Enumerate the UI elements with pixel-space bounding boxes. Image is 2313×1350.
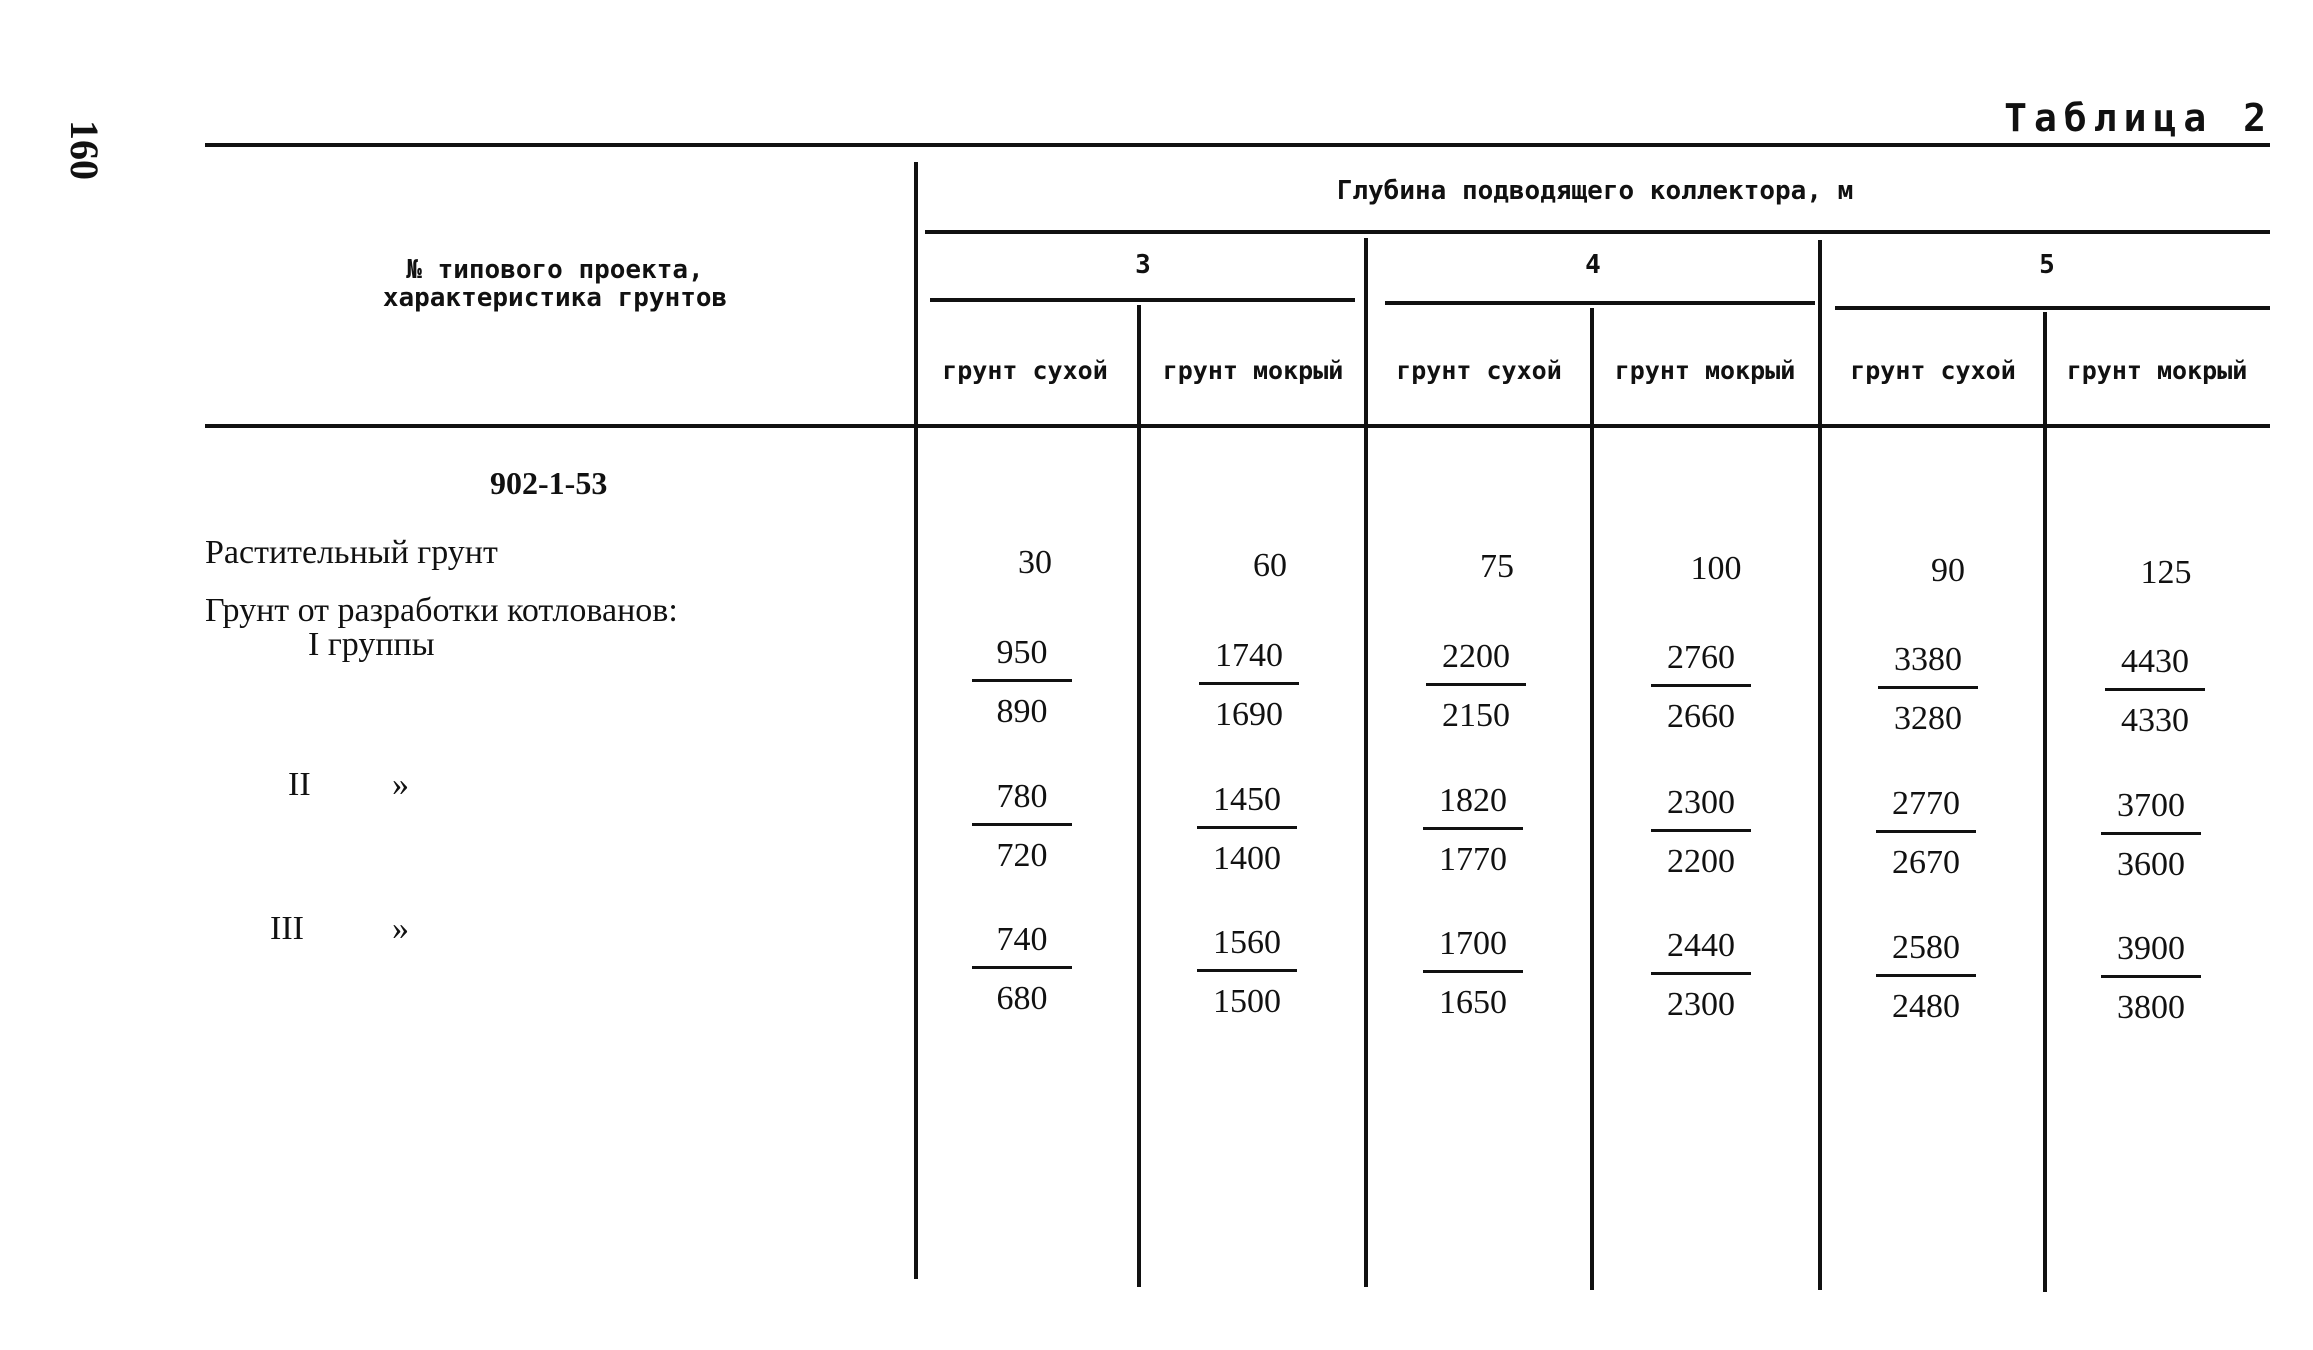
fraction-bar bbox=[972, 966, 1072, 969]
page-number: 160 bbox=[62, 120, 107, 180]
fraction-bar bbox=[1651, 684, 1751, 687]
fraction-numerator: 1740 bbox=[1215, 637, 1283, 674]
sub-column-header: грунт сухой bbox=[1396, 356, 1562, 385]
fraction-denominator: 2480 bbox=[1892, 988, 1960, 1025]
fraction-bar bbox=[2101, 832, 2201, 835]
table-cell: 60 bbox=[1253, 547, 1287, 584]
top-rule bbox=[205, 143, 2270, 147]
fraction-cell bbox=[1187, 780, 1307, 879]
fraction-cell bbox=[962, 777, 1082, 876]
row-label: Растительный грунт bbox=[205, 534, 498, 571]
fraction-denominator: 1650 bbox=[1439, 984, 1507, 1021]
table-title: Таблица 2 bbox=[2004, 96, 2273, 140]
fraction-bar bbox=[1878, 686, 1978, 689]
row-label: I группы bbox=[308, 626, 435, 663]
table-cell: 125 bbox=[2140, 554, 2192, 591]
fraction-numerator: 3380 bbox=[1894, 641, 1962, 678]
fraction-denominator: 3800 bbox=[2117, 989, 2185, 1026]
fraction-numerator: 3900 bbox=[2117, 930, 2185, 967]
fraction-bar bbox=[1651, 829, 1751, 832]
fraction-cell bbox=[1641, 638, 1761, 737]
fraction-denominator: 2150 bbox=[1442, 697, 1510, 734]
fraction-bar bbox=[1876, 974, 1976, 977]
column-divider-main bbox=[914, 162, 918, 1279]
fraction-cell bbox=[1187, 923, 1307, 1022]
row-label: Грунт от разработки котлованов: bbox=[205, 592, 678, 629]
fraction-denominator: 4330 bbox=[2121, 702, 2189, 739]
fraction-bar bbox=[972, 823, 1072, 826]
column-divider-depth-4 bbox=[1364, 238, 1368, 1287]
fraction-bar bbox=[1423, 970, 1523, 973]
fraction-cell bbox=[2091, 929, 2211, 1028]
fraction-denominator: 2670 bbox=[1892, 844, 1960, 881]
column-divider-1 bbox=[1137, 305, 1141, 1287]
ditto-mark: » bbox=[392, 766, 409, 803]
span-header-rule bbox=[925, 230, 2270, 234]
depth-3-rule bbox=[930, 298, 1355, 302]
fraction-bar bbox=[1426, 683, 1526, 686]
fraction-bar bbox=[972, 679, 1072, 682]
sub-column-header: грунт мокрый bbox=[1162, 356, 1344, 385]
fraction-numerator: 2760 bbox=[1667, 639, 1735, 676]
depth-header-5: 5 bbox=[2039, 250, 2055, 280]
fraction-denominator: 2660 bbox=[1667, 698, 1735, 735]
depth-header-3: 3 bbox=[1135, 250, 1151, 280]
row-label: III bbox=[270, 910, 304, 947]
fraction-cell bbox=[1866, 928, 1986, 1027]
fraction-denominator: 890 bbox=[996, 693, 1048, 730]
fraction-bar bbox=[1651, 972, 1751, 975]
fraction-numerator: 2200 bbox=[1442, 638, 1510, 675]
fraction-bar bbox=[1199, 682, 1299, 685]
fraction-cell bbox=[1866, 784, 1986, 883]
fraction-numerator: 4430 bbox=[2121, 643, 2189, 680]
table-cell: 75 bbox=[1480, 548, 1514, 585]
fraction-numerator: 3700 bbox=[2117, 787, 2185, 824]
fraction-bar bbox=[1197, 969, 1297, 972]
fraction-denominator: 3280 bbox=[1894, 700, 1962, 737]
fraction-bar bbox=[1876, 830, 1976, 833]
fraction-bar bbox=[2101, 975, 2201, 978]
fraction-numerator: 1560 bbox=[1213, 924, 1281, 961]
fraction-numerator: 2300 bbox=[1667, 784, 1735, 821]
row-header-line: № типового проекта, bbox=[406, 255, 704, 285]
depth-5-rule bbox=[1835, 306, 2270, 310]
fraction-numerator: 950 bbox=[996, 634, 1048, 671]
fraction-denominator: 1690 bbox=[1215, 696, 1283, 733]
fraction-denominator: 2200 bbox=[1667, 843, 1735, 880]
fraction-numerator: 1700 bbox=[1439, 925, 1507, 962]
row-header bbox=[205, 256, 905, 312]
fraction-bar bbox=[2105, 688, 2205, 691]
fraction-cell bbox=[962, 633, 1082, 732]
fraction-numerator: 2440 bbox=[1667, 927, 1735, 964]
sub-column-header: грунт сухой bbox=[942, 356, 1108, 385]
fraction-denominator: 680 bbox=[996, 980, 1048, 1017]
fraction-denominator: 1500 bbox=[1213, 983, 1281, 1020]
project-code: 902-1-53 bbox=[490, 465, 608, 501]
row-label: II bbox=[288, 766, 311, 803]
sub-column-header: грунт сухой bbox=[1850, 356, 2016, 385]
fraction-cell bbox=[1641, 783, 1761, 882]
header-bottom-rule bbox=[205, 424, 2270, 428]
fraction-denominator: 1770 bbox=[1439, 841, 1507, 878]
fraction-cell bbox=[1189, 636, 1309, 735]
fraction-cell bbox=[1868, 640, 1988, 739]
span-header: Глубина подводящего коллектора, м bbox=[1336, 176, 1854, 206]
fraction-denominator: 1400 bbox=[1213, 840, 1281, 877]
table-cell: 90 bbox=[1931, 552, 1965, 589]
depth-header-4: 4 bbox=[1585, 250, 1601, 280]
sub-column-header: грунт мокрый bbox=[1614, 356, 1796, 385]
fraction-cell bbox=[1416, 637, 1536, 736]
fraction-denominator: 3600 bbox=[2117, 846, 2185, 883]
depth-4-rule bbox=[1385, 301, 1815, 305]
fraction-numerator: 1820 bbox=[1439, 782, 1507, 819]
table-cell: 30 bbox=[1018, 544, 1052, 581]
fraction-cell bbox=[962, 920, 1082, 1019]
fraction-denominator: 2300 bbox=[1667, 986, 1735, 1023]
row-header-line: характеристика грунтов bbox=[382, 283, 728, 313]
sub-column-header: грунт мокрый bbox=[2066, 356, 2248, 385]
column-divider-5 bbox=[2043, 312, 2047, 1292]
fraction-numerator: 2770 bbox=[1892, 785, 1960, 822]
fraction-cell bbox=[2095, 642, 2215, 741]
fraction-bar bbox=[1197, 826, 1297, 829]
table-cell: 100 bbox=[1690, 550, 1742, 587]
fraction-denominator: 720 bbox=[996, 837, 1048, 874]
fraction-cell bbox=[1413, 924, 1533, 1023]
fraction-numerator: 740 bbox=[996, 921, 1048, 958]
fraction-numerator: 2580 bbox=[1892, 929, 1960, 966]
fraction-numerator: 1450 bbox=[1213, 781, 1281, 818]
ditto-mark: » bbox=[392, 910, 409, 947]
fraction-bar bbox=[1423, 827, 1523, 830]
fraction-cell bbox=[2091, 786, 2211, 885]
fraction-numerator: 780 bbox=[996, 778, 1048, 815]
column-divider-depth-5 bbox=[1818, 240, 1822, 1290]
fraction-cell bbox=[1413, 781, 1533, 880]
fraction-cell bbox=[1641, 926, 1761, 1025]
column-divider-3 bbox=[1590, 308, 1594, 1290]
